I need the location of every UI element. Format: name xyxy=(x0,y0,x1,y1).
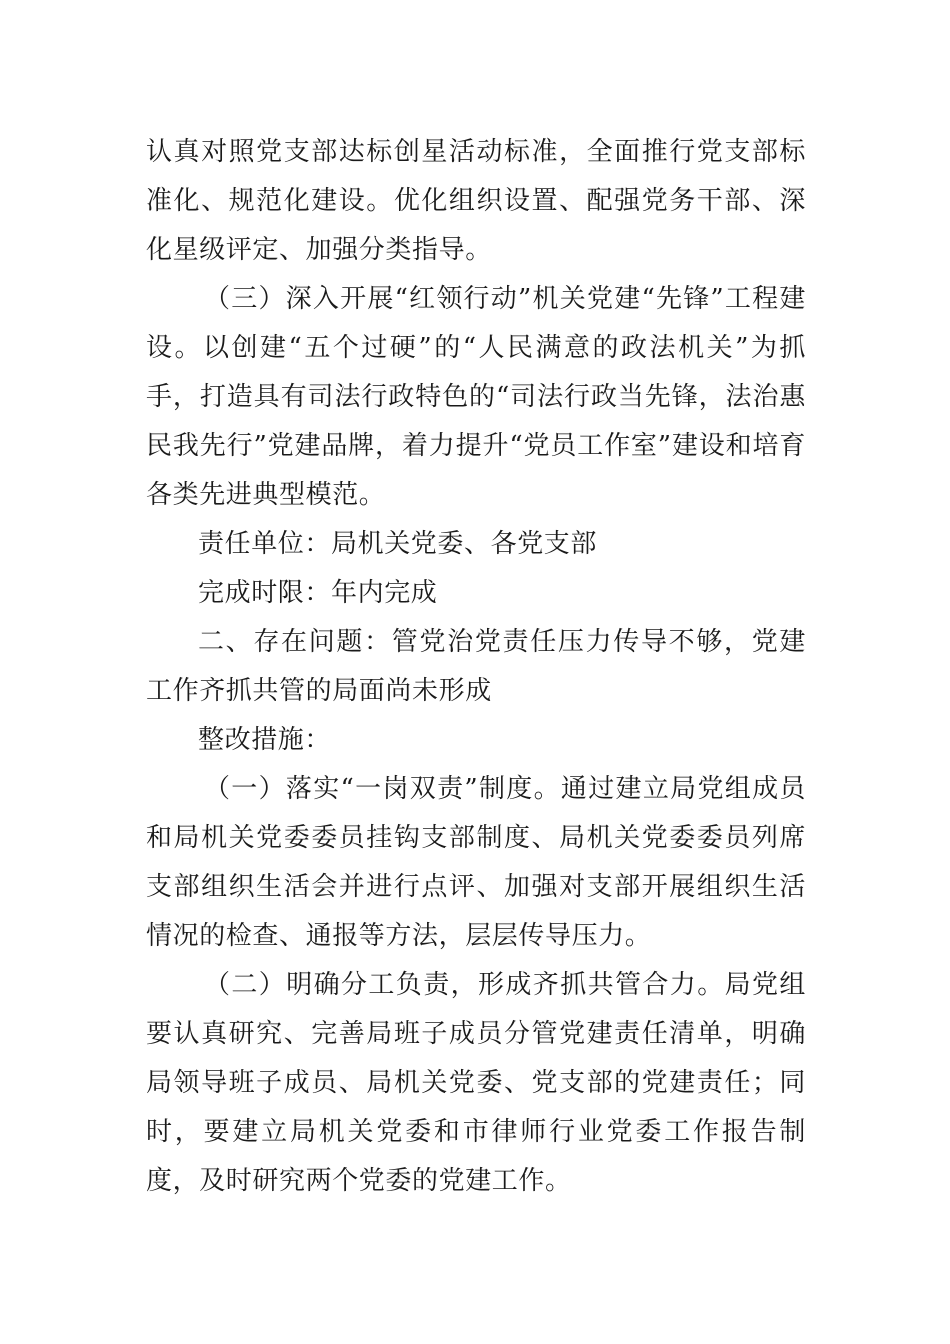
paragraph-measures-heading: 整改措施： xyxy=(198,725,332,755)
document-body xyxy=(146,128,806,1206)
paragraph-problem-two: 二、存在问题：管党治党责任压力传导不够，党建工作齐抓共管的局面尚未形成 xyxy=(146,627,806,706)
paragraph-measure-one: （一）落实“一岗双责”制度。通过建立局党组成员和局机关党委委员挂钩支部制度、局机关党委委员列席支部组织生活会并进行点评、加强对支部开展组织生活情况的检查、通报等方法，层层传导压力。 xyxy=(146,774,806,951)
paragraph-responsible-unit: 责任单位：局机关党委、各党支部 xyxy=(198,529,598,559)
paragraph-measure-two: （二）明确分工负责，形成齐抓共管合力。局党组要认真研究、完善局班子成员分管党建责任清单，明确局领导班子成员、局机关党委、党支部的党建责任；同时，要建立局机关党委和市律师行业党委工作报告制度，及时研究两个党委的党建工作。 xyxy=(146,970,806,1196)
paragraph-section-three: （三）深入开展“红领行动”机关党建“先锋”工程建设。以创建“五个过硬”的“人民满意的政法机关”为抓手，打造具有司法行政特色的“司法行政当先锋，法治惠民我先行”党建品牌，着力提升“党员工作室”建设和培育各类先进典型模范。 xyxy=(146,284,806,510)
paragraph-deadline: 完成时限：年内完成 xyxy=(198,578,438,608)
paragraph-continuation: 认真对照党支部达标创星活动标准，全面推行党支部标准化、规范化建设。优化组织设置、配强党务干部、深化星级评定、加强分类指导。 xyxy=(146,137,806,265)
